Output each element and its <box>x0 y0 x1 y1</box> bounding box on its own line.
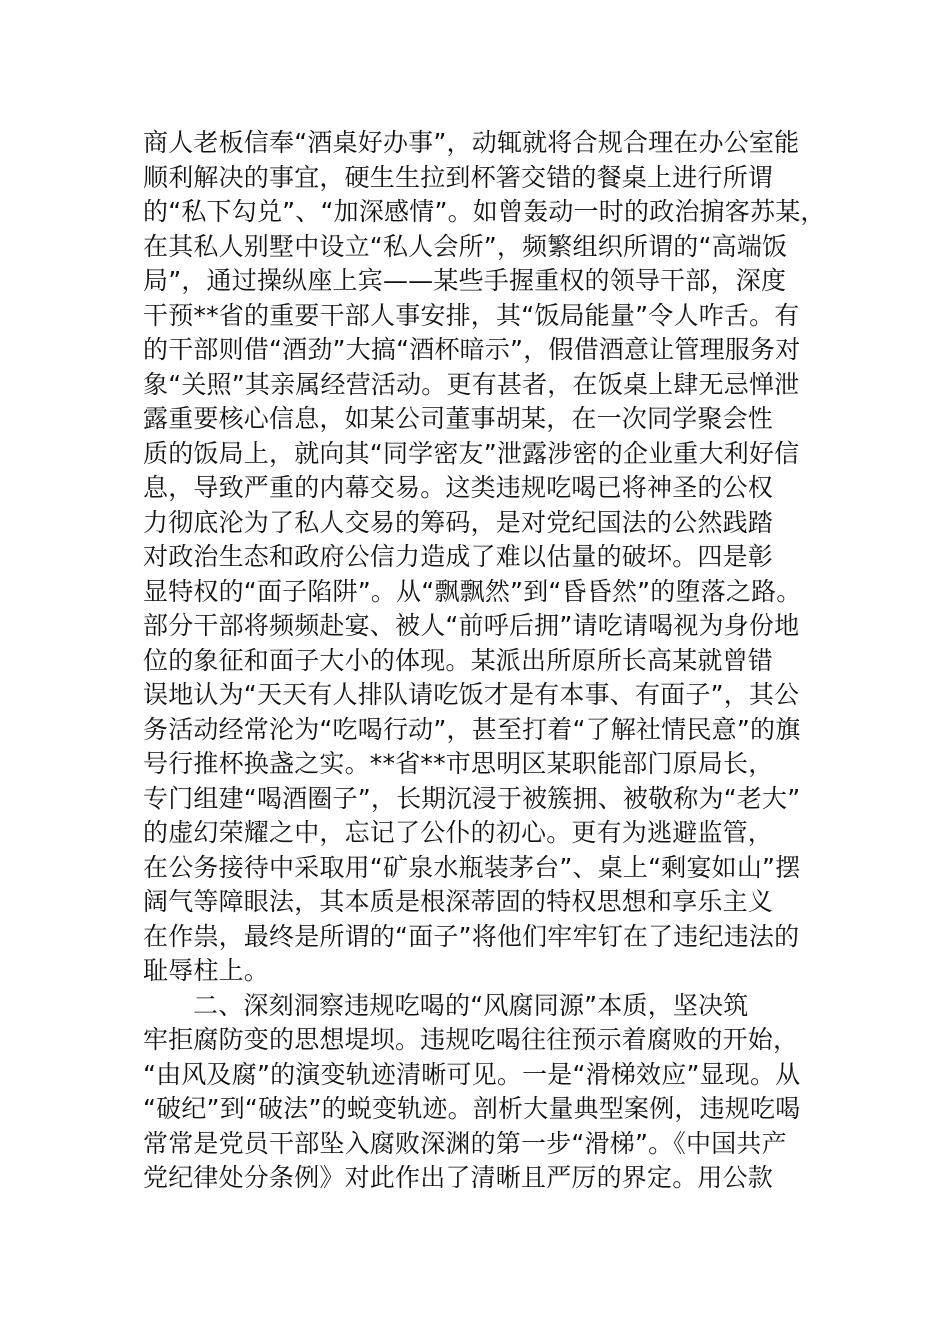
text-line: 位的象征和面子大小的体现。某派出所原所长高某就曾错 <box>143 645 774 675</box>
text-line: 质的饭局上，就向其“同学密友”泄露涉密的企业重大利好信 <box>143 438 800 468</box>
text-line: 力彻底沦为了私人交易的筹码，是对党纪国法的公然践踏 <box>143 507 774 537</box>
text-line: “破纪”到“破法”的蜕变轨迹。剖析大量典型案例，违规吃喝 <box>143 1094 801 1123</box>
text-line: 专门组建“喝酒圈子”，长期沉浸于被簇拥、被敬称为“老大” <box>143 783 801 813</box>
text-line: 干预**省的重要干部人事安排，其“饭局能量”令人咋舌。有 <box>143 300 800 330</box>
text-line: 在作祟，最终是所谓的“面子”将他们牢牢钉在了违纪违法的 <box>143 921 800 951</box>
text-line: 商人老板信奉“酒桌好办事”，动辄就将合规合理在办公室能 <box>143 128 800 157</box>
text-line: 的干部则借“酒劲”大搞“酒杯暗示”，假借酒意让管理服务对 <box>143 335 801 364</box>
text-line: 误地认为“天天有人排队请吃饭才是有本事、有面子”，其公 <box>143 680 800 709</box>
text-line: 部分干部将频频赴宴、被人“前呼后拥”请吃请喝视为身份地 <box>143 611 800 640</box>
text-line: 常常是党员干部坠入腐败深渊的第一步“滑梯”。《中国共产 <box>143 1128 787 1158</box>
text-line: 对政治生态和政府公信力造成了难以估量的破坏。四是彰 <box>143 542 774 571</box>
text-line: 阔气等障眼法，其本质是根深蒂固的特权思想和享乐主义 <box>143 887 774 916</box>
section-heading-line: 二、深刻洞察违规吃喝的“风腐同源”本质，坚决筑 <box>193 990 749 1020</box>
text-line: 局”，通过操纵座上宾——某些手握重权的领导干部，深度 <box>143 266 787 295</box>
text-line: 务活动经常沦为“吃喝行动”，甚至打着“了解社情民意”的旗 <box>143 714 801 744</box>
text-line: 在公务接待中采取用“矿泉水瓶装茅台”、桌上“剩宴如山”摆 <box>143 852 801 882</box>
text-line: 党纪律处分条例》对此作出了清晰且严厉的界定。用公款 <box>143 1163 774 1192</box>
text-line: 耻辱柱上。 <box>143 956 270 985</box>
text-line: 露重要核心信息，如某公司董事胡某，在一次同学聚会性 <box>143 404 774 433</box>
text-line: 在其私人别墅中设立“私人会所”，频繁组织所谓的“高端饭 <box>143 231 788 261</box>
text-line: 息，导致严重的内幕交易。这类违规吃喝已将神圣的公权 <box>143 473 774 502</box>
text-line: “由风及腐”的演变轨迹清晰可见。一是“滑梯效应”显现。从 <box>143 1059 801 1089</box>
text-line: 的虚幻荣耀之中，忘记了公仆的初心。更有为逃避监管， <box>143 818 774 847</box>
text-line: 的“私下勾兑”、“加深感情”。如曾轰动一时的政治掮客苏某， <box>143 197 826 226</box>
text-line: 号行推杯换盏之实。**省**市思明区某职能部门原局长， <box>143 749 774 778</box>
text-line: 显特权的“面子陷阱”。从“飘飘然”到“昏昏然”的堕落之路。 <box>143 576 802 606</box>
body-text <box>143 126 833 1196</box>
text-line: 牢拒腐防变的思想堤坝。违规吃喝往往预示着腐败的开始， <box>143 1025 799 1054</box>
text-line: 象“关照”其亲属经营活动。更有甚者，在饭桌上肆无忌惮泄 <box>143 369 800 399</box>
text-line: 顺利解决的事宜，硬生生拉到杯箸交错的餐桌上进行所谓 <box>143 162 774 192</box>
